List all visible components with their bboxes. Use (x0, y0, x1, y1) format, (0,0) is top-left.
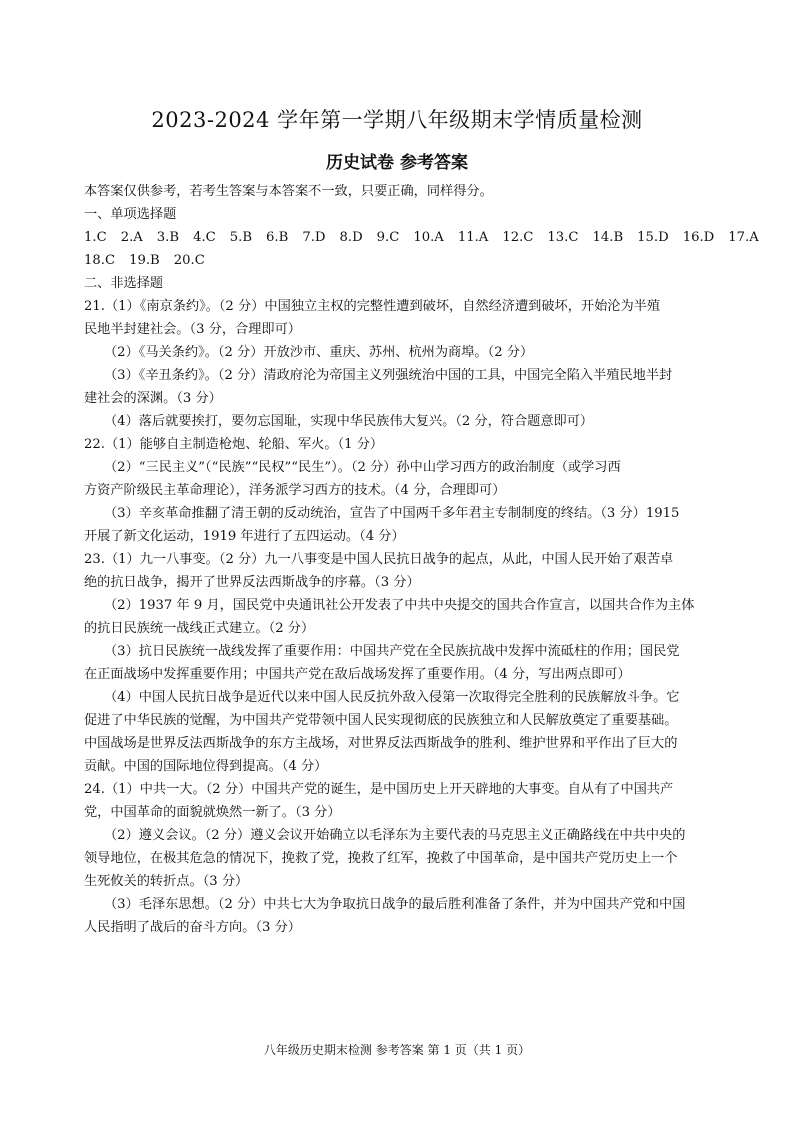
answer-line: （2）遵义会议。（2 分）遵义会议开始确立以毛泽东为主要代表的马克思主义正确路线在中共中央的 (104, 828, 686, 843)
answer-body (84, 180, 759, 939)
answer-line: 开展了新文化运动，1919 年进行了五四运动。（4 分） (84, 529, 405, 544)
answer-line: 23.（1）九一八事变。（2 分）九一八事变是中国人民抗日战争的起点，从此，中国人民开始了艰苦卓 (84, 552, 674, 567)
mc-answer: 13.C (547, 230, 579, 245)
answer-line: 中国战场是世界反法西斯战争的东方主战场，对世界反法西斯战争的胜利、维护世界和平作出了巨大的 (84, 736, 678, 751)
answer-line: 21.（1）《南京条约》。（2 分）中国独立主权的完整性遭到破坏，自然经济遭到破坏，开始沦为半殖 (84, 299, 661, 314)
page-footer: 八年级历史期末检测 参考答案 第 1 页（共 1 页） (263, 1043, 531, 1057)
document-title: 2023-2024 学年第一学期八年级期末学情质量检测 (151, 108, 643, 132)
answer-line: （2）“三民主义”（“民族”“民权”“民生”）。（2 分）孙中山学习西方的政治制度（或学习西 (104, 460, 621, 475)
answer-line: 贡献。中国的国际地位得到提高。（4 分） (84, 759, 328, 774)
answer-line: （3）《辛丑条约》。（2 分）清政府沦为帝国主义列强统治中国的工具，中国完全陷入半殖民地半封 (104, 368, 673, 383)
section-title-multiple-choice: 一、单项选择题 (84, 207, 177, 222)
mc-answer: 16.D (682, 230, 715, 245)
section-title-non-choice: 二、非选择题 (84, 276, 164, 291)
answer-line: 建社会的深渊。（3 分） (84, 391, 222, 406)
mc-answer: 3.B (156, 230, 180, 245)
mc-answer: 12.C (502, 230, 534, 245)
mc-answer-row (84, 249, 716, 272)
answer-line: 人民指明了战后的奋斗方向。（3 分） (84, 920, 301, 935)
answer-line: 促进了中华民族的觉醒，为中国共产党带领中国人民实现彻底的民族独立和人民解放奠定了重要基础。 (84, 713, 678, 728)
mc-answer: 18.C (84, 253, 116, 268)
answer-line: 22.（1）能够自主制造枪炮、轮船、军火。（1 分） (84, 437, 384, 452)
mc-answer: 19.B (129, 253, 160, 268)
mc-answer: 10.A (413, 230, 444, 245)
mc-answer: 20.C (173, 253, 205, 268)
answer-line: 绝的抗日战争，揭开了世界反法西斯战争的序幕。（3 分） (84, 575, 420, 590)
answer-line: 方资产阶级民主革命理论），洋务派学习西方的技术。（4 分，合理即可） (84, 483, 506, 498)
mc-answer: 5.B (229, 230, 253, 245)
answer-line: 领导地位，在极其危急的情况下，挽救了党，挽救了红军，挽救了中国革命，是中国共产党历史上一个 (84, 851, 678, 866)
mc-answer: 1.C (84, 230, 107, 245)
mc-answer: 17.A (728, 230, 759, 245)
answer-line: （3）毛泽东思想。（2 分）中共七大为争取抗日战争的最后胜利准备了条件，并为中国共产党和中国 (104, 897, 686, 912)
answer-line: （2）《马关条约》。（2 分）开放沙市、重庆、苏州、杭州为商埠。（2 分） (104, 345, 534, 360)
mc-answer: 8.D (339, 230, 363, 245)
answer-line: （4）落后就要挨打，要勿忘国耻，实现中华民族伟大复兴。（2 分，符合题意即可） (104, 414, 594, 429)
mc-answer: 6.B (266, 230, 289, 245)
mc-answer: 2.A (120, 230, 143, 245)
answer-line: 24.（1）中共一大。（2 分）中国共产党的诞生，是中国历史上开天辟地的大事变。自从有了中国共产 (84, 782, 674, 797)
mc-answer-row (84, 226, 759, 249)
mc-answer: 7.D (302, 230, 326, 245)
answer-line: 的抗日民族统一战线正式建立。（2 分） (84, 621, 315, 636)
answer-line: 生死攸关的转折点。（3 分） (84, 874, 249, 889)
mc-answer: 11.A (457, 230, 489, 245)
mc-answer: 4.C (193, 230, 216, 245)
answer-line: （2）1937 年 9 月，国民党中央通讯社公开发表了中共中央提交的国共合作宣言，以国共合作为主体 (104, 598, 695, 613)
mc-answer: 15.D (637, 230, 669, 245)
answer-line: 党，中国革命的面貌就焕然一新了。（3 分） (84, 805, 341, 820)
mc-answer: 14.B (592, 230, 624, 245)
scoring-note: 本答案仅供参考，若考生答案与本答案不一致，只要正确，同样得分。 (84, 184, 493, 199)
answer-line: （4）中国人民抗日战争是近代以来中国人民反抗外敌入侵第一次取得完全胜利的民族解放斗争。它 (104, 690, 680, 705)
mc-answer: 9.C (376, 230, 400, 245)
answer-line: （3）抗日民族统一战线发挥了重要作用：中国共产党在全民族抗战中发挥中流砥柱的作用；国民党 (104, 644, 680, 659)
answer-line: （3）辛亥革命推翻了清王朝的反动统治，宣告了中国两千多年君主专制制度的终结。（3 分）1915 (104, 506, 680, 521)
answer-line: 民地半封建社会。（3 分，合理即可） (84, 322, 301, 337)
document-subtitle: 历史试卷 参考答案 (326, 153, 468, 173)
answer-line: 在正面战场中发挥重要作用；中国共产党在敌后战场发挥了重要作用。（4 分，写出两点即可） (84, 667, 631, 682)
